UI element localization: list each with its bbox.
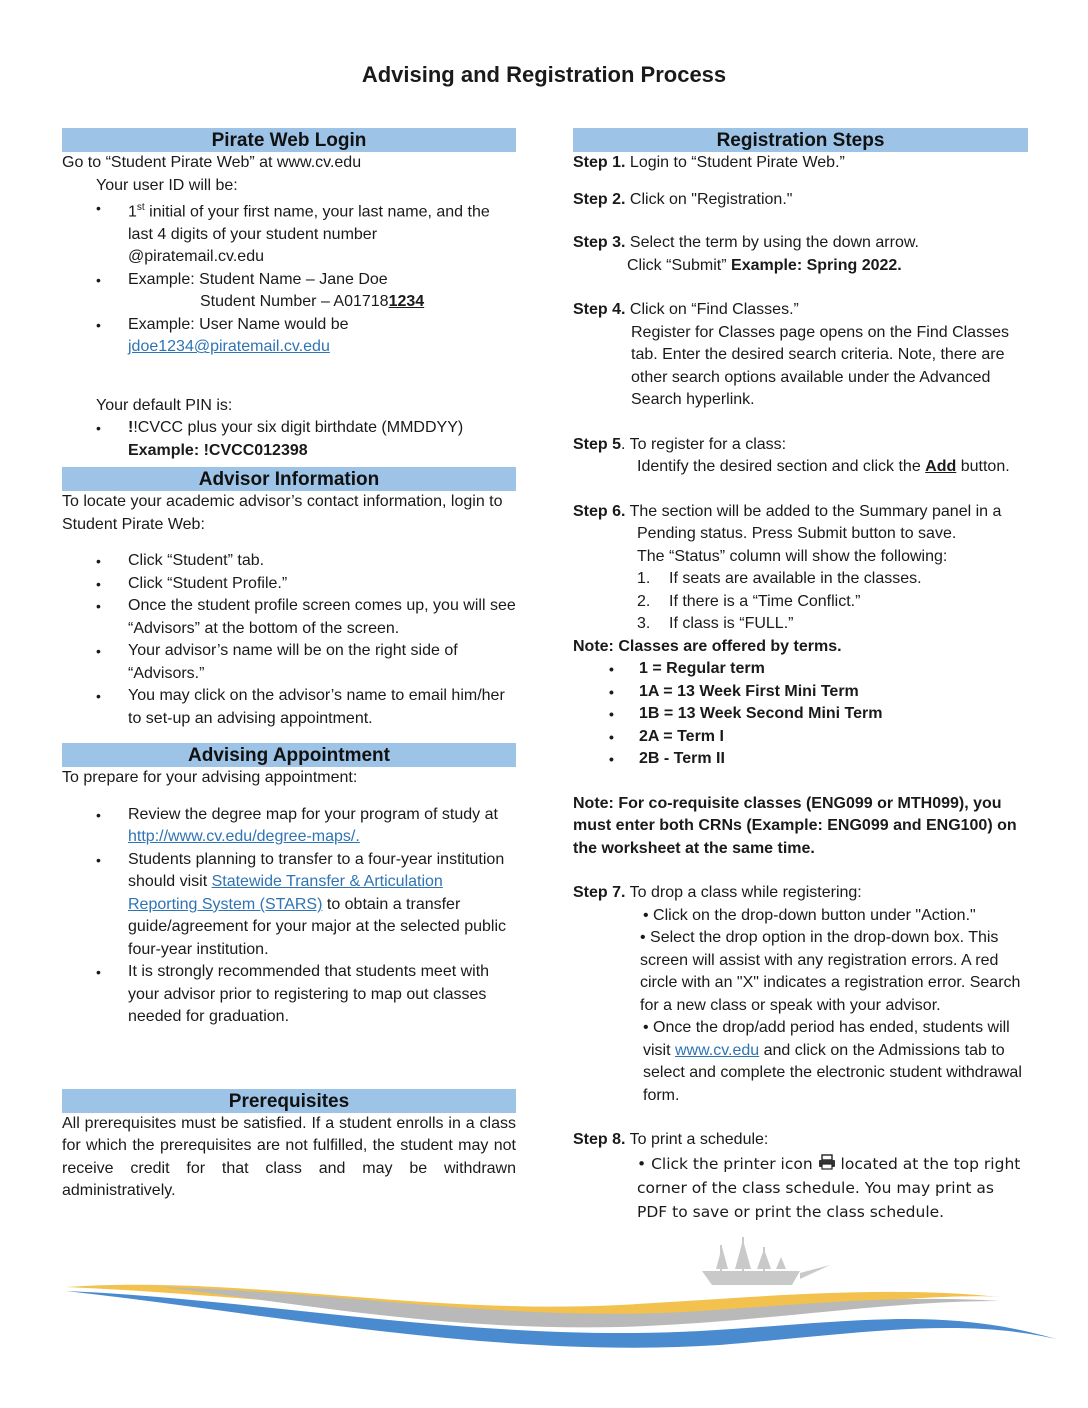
status-list xyxy=(573,568,1028,636)
list-item: 3. If class is “FULL.” xyxy=(637,615,794,632)
appointment-intro: To prepare for your advising appointment: xyxy=(62,769,358,787)
step-7-detail-3: • Once the drop/add period has ended, students will visit www.cv.edu and click on the Admissions tab to select and complete the electronic student withdrawal form. xyxy=(643,1019,1022,1104)
list-item: • 2A = Term I xyxy=(573,726,1028,749)
list-item: • Students planning to transfer to a four-year institution should visit Statewide Transfer & Articulation Reporting System (STARS) to obtain a transfer guide/agreement for your major at the selected public four-year institution. xyxy=(62,849,516,962)
list-item: • Click “Student Profile.” xyxy=(62,573,516,596)
step-2: Step 2. Click on "Registration." xyxy=(573,190,793,208)
pin-list xyxy=(62,417,516,462)
list-item: • Review the degree map for your program of study at http://www.cv.edu/degree-maps/. xyxy=(62,804,516,849)
userid-list xyxy=(62,197,516,359)
example-email-link[interactable]: jdoe1234@piratemail.cv.edu xyxy=(128,338,330,356)
list-item: • Example: User Name would be jdoe1234@piratemail.cv.edu xyxy=(62,314,516,359)
step-7: Step 7. To drop a class while registering: xyxy=(573,884,862,901)
step-4-detail: Register for Classes page opens on the Find Classes tab. Enter the desired search criteria. Note, there are other search options available under the Advanced Search hyperlink. xyxy=(631,323,1009,408)
list-item: • 1A = 13 Week First Mini Term xyxy=(573,681,1028,704)
list-item: • 2B - Term II xyxy=(573,748,1028,771)
list-item: • Your advisor’s name will be on the right side of “Advisors.” xyxy=(62,640,516,685)
step-5: Step 5. To register for a class: xyxy=(573,435,787,453)
list-item: • 1B = 13 Week Second Mini Term xyxy=(573,703,1028,726)
pin-label: Your default PIN is: xyxy=(96,396,233,414)
prerequisites-text: All prerequisites must be satisfied. If a student enrolls in a class for which the prerequisites are not fulfilled, the student may not receive credit for that class and may be withdrawn administratively. xyxy=(62,1114,516,1200)
terms-list xyxy=(573,658,1028,771)
terms-note: Note: Classes are offered by terms. xyxy=(573,637,842,655)
list-item: 1. If seats are available in the classes. xyxy=(637,570,922,587)
ship-icon xyxy=(702,1237,830,1285)
stars-link[interactable]: Statewide Transfer & Articulation Reporting System (STARS) xyxy=(128,873,443,913)
printer-icon xyxy=(818,1153,836,1169)
step-7-detail-2: • Select the drop option in the drop-down box. This screen will assist with any registration errors. A red circle with an "X" indicates a registration error. Search for a new class or speak with your advisor. xyxy=(640,929,1021,1014)
list-item: • Click “Student” tab. xyxy=(62,550,516,573)
list-item: • !!CVCC plus your six digit birthdate (MMDDYY) Example: !CVCC012398 xyxy=(62,417,516,462)
list-item: • 1st initial of your first name, your last name, and the last 4 digits of your student number @piratemail.cv.edu xyxy=(62,197,516,269)
step-3-detail: Click “Submit” Example: Spring 2022. xyxy=(627,256,902,274)
step-3: Step 3. Select the term by using the down arrow. xyxy=(573,234,919,251)
advisor-steps-list xyxy=(62,550,516,730)
userid-label: Your user ID will be: xyxy=(96,176,238,194)
pirate-web-login-heading: Pirate Web Login xyxy=(62,128,516,152)
step-5-detail: Identify the desired section and click the Add button. xyxy=(637,458,1010,475)
list-item: 2. If there is a “Time Conflict.” xyxy=(637,592,861,610)
step-6-detail-1: Pending status. Press Submit button to save. xyxy=(637,525,957,542)
page-title: Advising and Registration Process xyxy=(361,62,727,87)
corequisite-note: Note: For co-requisite classes (ENG099 or MTH099), you must enter both CRNs (Example: ENG099 and ENG100) on the worksheet at the same time. xyxy=(573,794,1017,857)
right-column xyxy=(573,128,1028,1224)
list-item: • It is strongly recommended that students meet with your advisor prior to registering to map out classes needed for graduation. xyxy=(62,961,516,1029)
list-item: • Example: Student Name – Jane Doe Student Number – A017181234 xyxy=(62,269,516,314)
left-column xyxy=(62,128,516,1203)
list-item: • Once the student profile screen comes up, you will see “Advisors” at the bottom of the screen. xyxy=(62,595,516,640)
step-8-detail: • Click the printer icon located at the top right corner of the class schedule. You may print as PDF to save or print the class schedule. xyxy=(637,1154,1021,1221)
step-7-detail-1: • Click on the drop-down button under "Action." xyxy=(643,906,976,924)
advisor-information-heading: Advisor Information xyxy=(62,467,516,491)
step-6: Step 6. The section will be added to the Summary panel in a xyxy=(573,502,1002,520)
cv-edu-link[interactable]: www.cv.edu xyxy=(675,1041,760,1059)
advisor-intro: To locate your academic advisor’s contact information, login to Student Pirate Web: xyxy=(62,493,503,533)
step-6-detail-2: The “Status” column will show the following: xyxy=(637,547,948,565)
login-intro: Go to “Student Pirate Web” at www.cv.edu xyxy=(62,154,362,171)
footer-wave-logo xyxy=(0,1235,1088,1355)
prerequisites-heading: Prerequisites xyxy=(62,1089,516,1113)
step-1: Step 1. Login to “Student Pirate Web.” xyxy=(573,154,845,171)
step-4: Step 4. Click on “Find Classes.” xyxy=(573,301,799,318)
advising-appointment-heading: Advising Appointment xyxy=(62,743,516,767)
registration-steps-heading: Registration Steps xyxy=(573,128,1028,152)
list-item: • 1 = Regular term xyxy=(573,658,1028,681)
list-item: • You may click on the advisor’s name to email him/her to set-up an advising appointment. xyxy=(62,685,516,730)
step-8: Step 8. To print a schedule: xyxy=(573,1131,769,1148)
degree-maps-link[interactable]: http://www.cv.edu/degree-maps/. xyxy=(128,828,360,846)
appointment-list xyxy=(62,804,516,1029)
